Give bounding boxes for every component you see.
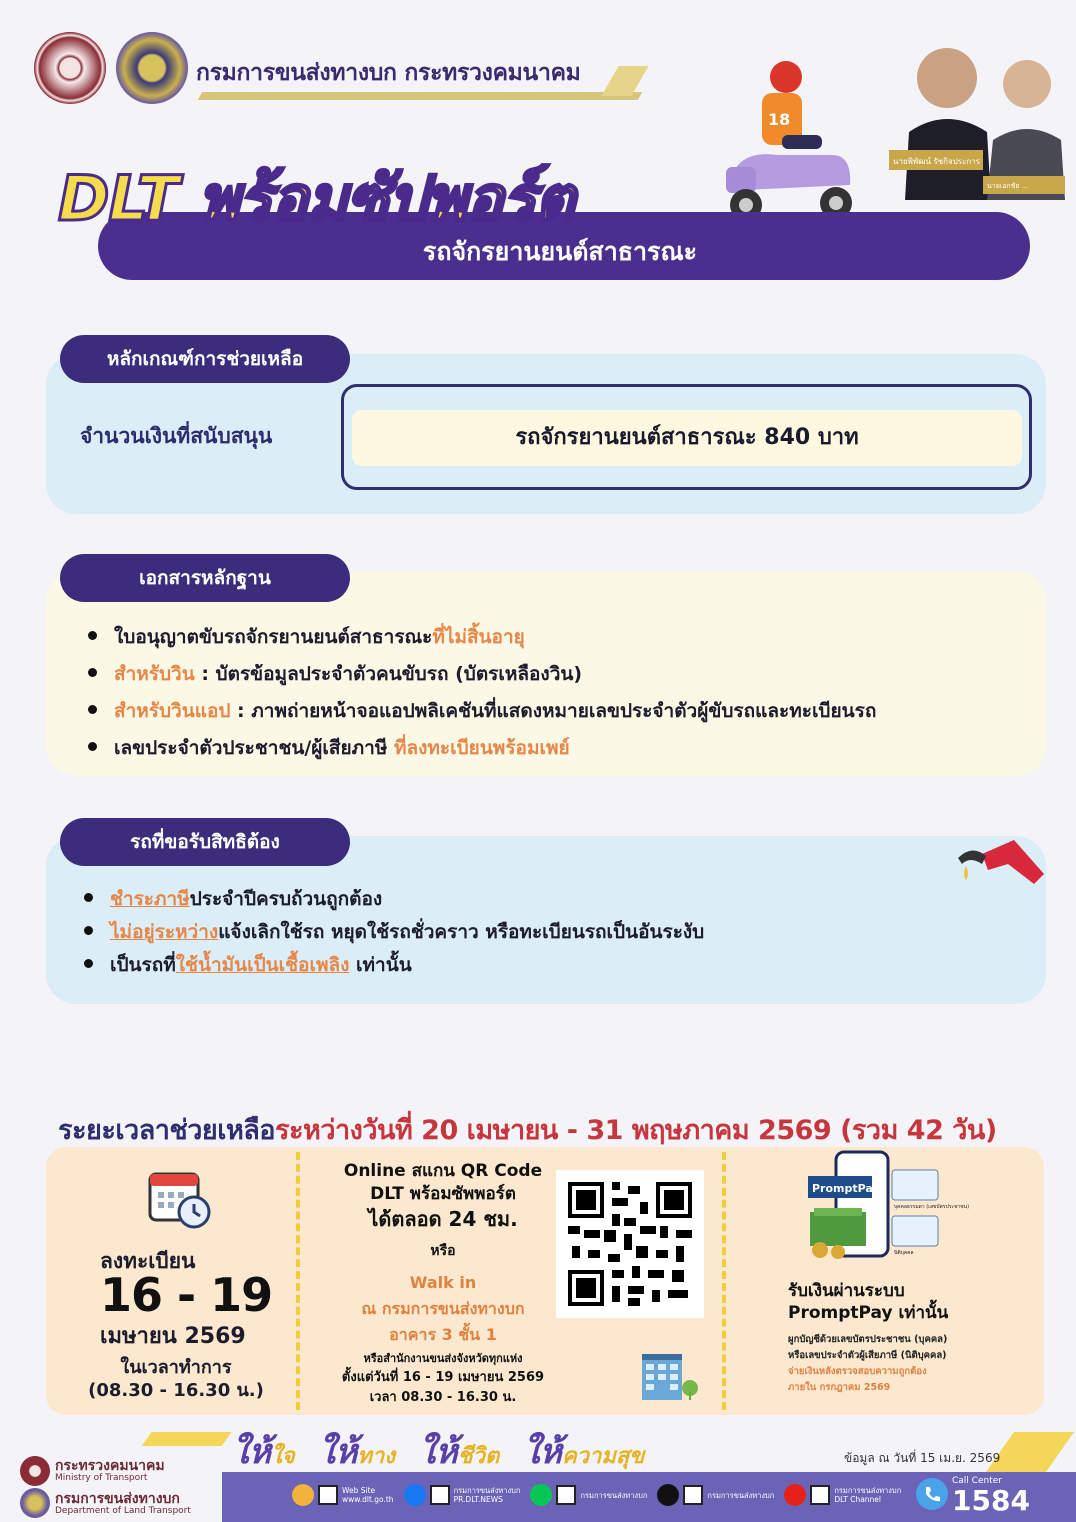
support-amount-value: รถจักรยานยนต์สาธารณะ 840 บาท (352, 410, 1022, 466)
divider (722, 1152, 726, 1410)
ministry-logo (20, 1456, 50, 1486)
documents-list (88, 622, 1028, 770)
registration-time: ในเวลาทำการ (08.30 - 16.30 น.) (88, 1357, 264, 1401)
header-stripe (198, 92, 643, 100)
department-title: กรมการขนส่งทางบก กระทรวงคมนาคม (196, 60, 581, 86)
qr-icon (318, 1485, 338, 1505)
ministry-seal-logo (34, 32, 106, 104)
officials-photo (887, 36, 1067, 200)
main-title: DLT พร้อมซัปพอร์ต (58, 162, 574, 235)
data-as-of-date: ข้อมูล ณ วันที่ 15 เม.ย. 2569 (844, 1451, 1001, 1465)
support-amount-label: จำนวนเงินที่สนับสนุน (80, 424, 273, 448)
online-walkin-info: Online สแกน QR Code DLT พร้อมซัพพอร์ต ได้ตลอด 24 ชม. หรือ Walk in ณ กรมการขนส่งทางบก อาคาร 3 ชั้น 1 หรือสำนักงานขนส่งจังหวัดทุกแห่ง ตั้งแต่วันที่ 16 - 19 เมษายน 2569 เวลา 08.30 - 16.30 น. (341, 1161, 545, 1405)
channel-website[interactable]: Web Site www.dlt.go.th (292, 1484, 394, 1506)
list-item: เป็นรถที่ใช้น้ำมันเป็นเชื้อเพลิง เท่านั้น (84, 950, 1024, 983)
dlt-logo (20, 1488, 50, 1518)
channel-line[interactable]: กรมการขนส่งทางบก (530, 1484, 647, 1506)
line-icon (530, 1484, 552, 1506)
promptpay-note: ผูกบัญชีด้วยเลขบัตรประชาชน (บุคคล) หรือเลขประจำตัวผู้เสียภาษี (นิติบุคคล) จ่ายเงินหลังตรวจสอบความถูกต้อง ภายใน กรกฎาคม 2569 (788, 1334, 948, 1393)
slogan: ให้ใจ ให้ทาง ให้ชีวิต ให้ความสุข (232, 1432, 645, 1472)
call-center-label: Call Center (952, 1476, 1002, 1486)
scooter-rider-illustration (722, 55, 862, 225)
qr-icon (556, 1485, 576, 1505)
documents-tab: เอกสารหลักฐาน (60, 554, 350, 602)
promptpay-illustration (808, 1150, 970, 1262)
call-center-number[interactable]: 1584 (952, 1484, 1030, 1517)
fuel-nozzle-icon (952, 834, 1048, 888)
subtitle: รถจักรยานยนต์สาธารณะ (422, 237, 698, 266)
svg-text:PromptPay: PromptPay (812, 1182, 880, 1195)
registration-month: เมษายน 2569 (100, 1324, 246, 1349)
criteria-tab: หลักเกณฑ์การช่วยเหลือ (60, 335, 350, 383)
qr-icon (810, 1485, 830, 1505)
qr-icon (683, 1485, 703, 1505)
svg-text:นิติบุคคล: นิติบุคคล (894, 1250, 914, 1256)
calendar-clock-icon (148, 1166, 212, 1230)
list-item: เลขประจำตัวประชาชน/ผู้เสียภาษี ที่ลงทะเบียนพร้อมเพย์ (88, 733, 1028, 770)
vehicle-tab: รถที่ขอรับสิทธิต้อง (60, 818, 350, 866)
divider (296, 1152, 300, 1410)
svg-text:นายพิพัฒน์ รัชกิจประการ: นายพิพัฒน์ รัชกิจประการ (893, 157, 980, 166)
promptpay-title: รับเงินผ่านระบบ PromptPay เท่านั้น (788, 1281, 949, 1323)
dept-name: กรมการขนส่งทางบก Department of Land Transport (55, 1491, 191, 1516)
registration-label: ลงทะเบียน (100, 1249, 196, 1273)
list-item: ไม่อยู่ระหว่างแจ้งเลิกใช้รถ หยุดใช้รถชั่วคราว หรือทะเบียนรถเป็นอันระงับ (84, 917, 1024, 950)
social-channels (292, 1484, 901, 1506)
phone-icon (916, 1478, 948, 1514)
list-item: ชำระภาษีประจำปีครบถ้วนถูกต้อง (84, 884, 1024, 917)
list-item: สำหรับวิน : บัตรข้อมูลประจำตัวคนขับรถ (บัตรเหลืองวิน) (88, 659, 1028, 696)
registration-dates: 16 - 19 (100, 1268, 273, 1322)
ministry-name: กระทรวงคมนาคม Ministry of Transport (55, 1458, 165, 1483)
channel-youtube[interactable]: กรมการขนส่งทางบก DLT Channel (784, 1484, 901, 1506)
svg-text:นายเอกชัย ...: นายเอกชัย ... (987, 182, 1029, 190)
globe-icon (292, 1484, 314, 1506)
list-item: ใบอนุญาตขับรถจักรยานยนต์สาธารณะที่ไม่สิ้นอายุ (88, 622, 1028, 659)
assistance-period: ระยะเวลาช่วยเหลือระหว่างวันที่ 20 เมษายน - 31 พฤษภาคม 2569 (รวม 42 วัน) (58, 1115, 997, 1146)
vest-number: 18 (768, 110, 791, 129)
building-icon (636, 1352, 700, 1400)
svg-text:บุคคลธรรมดา (เลขบัตรประชาชน): บุคคลธรรมดา (เลขบัตรประชาชน) (894, 1204, 970, 1210)
list-item: สำหรับวินแอป : ภาพถ่ายหน้าจอแอปพลิเคชันที่แสดงหมายเลขประจำตัวผู้ขับรถและทะเบียนรถ (88, 696, 1028, 733)
youtube-icon (784, 1484, 806, 1506)
dlt-seal-logo (116, 32, 188, 104)
facebook-icon (404, 1484, 426, 1506)
channel-facebook[interactable]: กรมการขนส่งทางบก PR.DLT.NEWS (404, 1484, 521, 1506)
registration-qr-code[interactable] (556, 1170, 704, 1318)
tiktok-icon (657, 1484, 679, 1506)
vehicle-list (84, 884, 1024, 983)
qr-icon (430, 1485, 450, 1505)
channel-tiktok[interactable]: กรมการขนส่งทางบก (657, 1484, 774, 1506)
